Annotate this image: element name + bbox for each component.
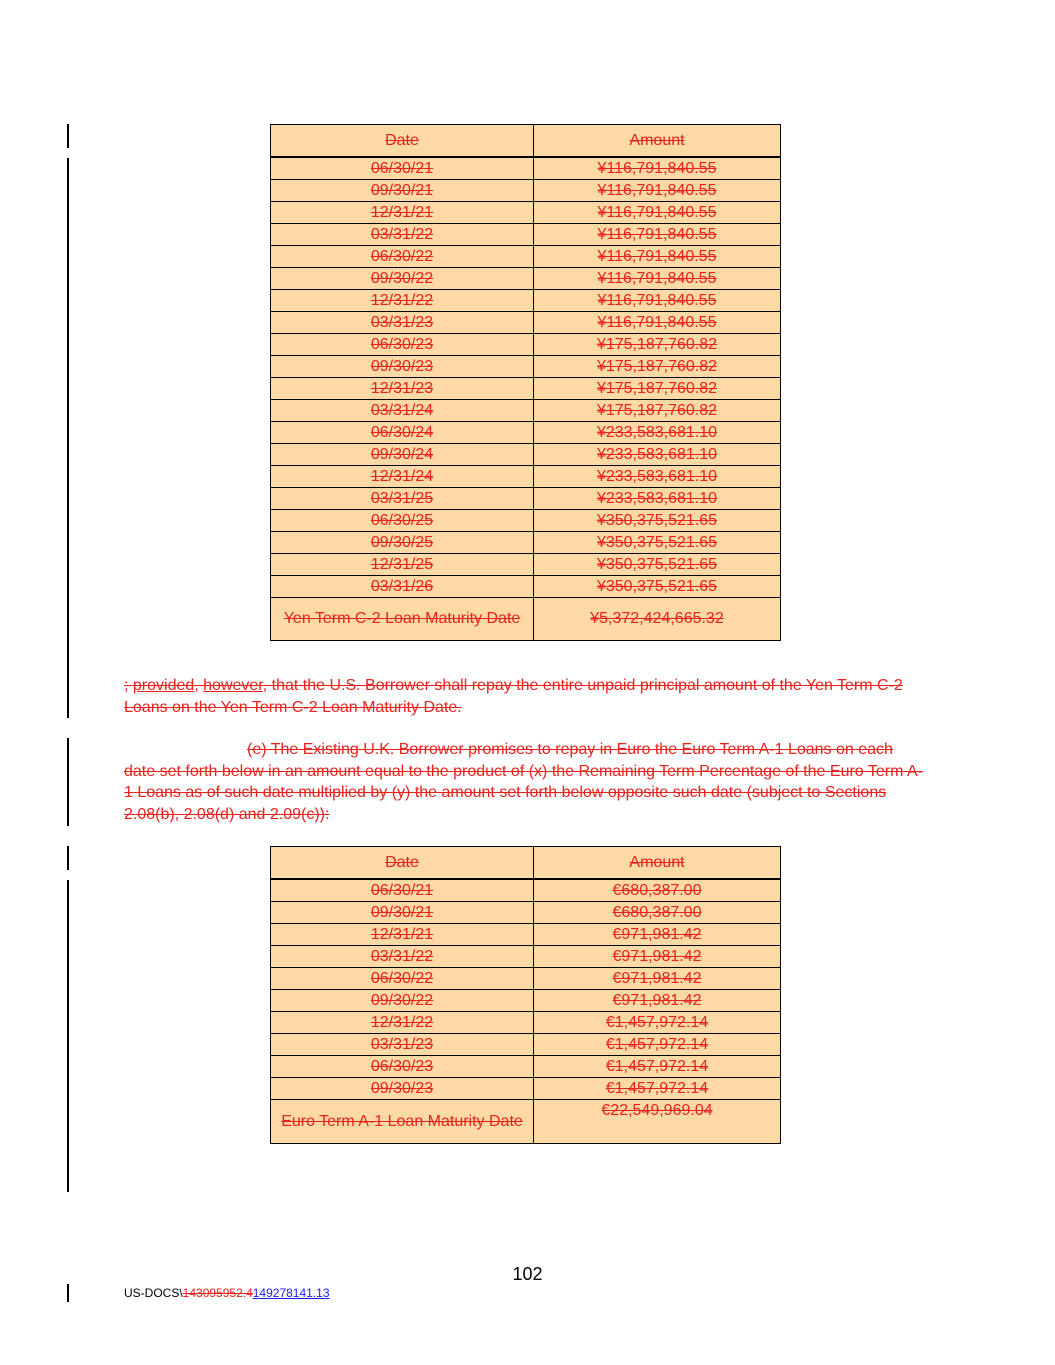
table-row: [271, 879, 781, 902]
amount-cell: ¥233,583,681.10: [534, 466, 781, 488]
change-bar: [67, 124, 69, 148]
amount-cell: ¥350,375,521.65: [534, 554, 781, 576]
date-cell: 12/31/21: [271, 924, 534, 946]
date-cell: 09/30/24: [271, 444, 534, 466]
amount-cell: ¥116,791,840.55: [534, 312, 781, 334]
table-row: [271, 334, 781, 356]
date-cell: 03/31/23: [271, 1034, 534, 1056]
amount-cell: ¥175,187,760.82: [534, 378, 781, 400]
amount-cell: €1,457,972.14: [534, 1034, 781, 1056]
table-row: [271, 422, 781, 444]
amount-cell: €971,981.42: [534, 990, 781, 1012]
date-cell: 06/30/21: [271, 879, 534, 902]
table-row: [271, 202, 781, 224]
maturity-amount-cell: ¥5,372,424,665.32: [534, 598, 781, 641]
maturity-row: [271, 598, 781, 641]
date-cell: 03/31/22: [271, 946, 534, 968]
date-cell: 03/31/24: [271, 400, 534, 422]
amount-cell: €1,457,972.14: [534, 1056, 781, 1078]
amount-cell: ¥350,375,521.65: [534, 510, 781, 532]
amount-cell: €971,981.42: [534, 924, 781, 946]
date-cell: 03/31/23: [271, 312, 534, 334]
amount-cell: €680,387.00: [534, 902, 781, 924]
amount-cell: ¥175,187,760.82: [534, 356, 781, 378]
amount-cell: ¥233,583,681.10: [534, 422, 781, 444]
date-cell: 12/31/24: [271, 466, 534, 488]
date-cell: 06/30/23: [271, 334, 534, 356]
document-id: US-DOCS\143095952.4149278141.13: [124, 1286, 330, 1300]
date-cell: 09/30/22: [271, 268, 534, 290]
date-cell: 09/30/21: [271, 180, 534, 202]
column-header-date: Date: [271, 125, 534, 158]
column-header-date: Date: [271, 847, 534, 880]
amount-cell: €971,981.42: [534, 946, 781, 968]
page-number: 102: [512, 1264, 543, 1284]
amount-cell: €1,457,972.14: [534, 1012, 781, 1034]
yen-repayment-table: [270, 124, 781, 641]
proviso-paragraph: ; provided, however, that the U.S. Borrower shall repay the entire unpaid principal amount of the Yen Term C-2 Loans on the Yen Term C-2 Loan Maturity Date.: [124, 677, 903, 716]
amount-cell: ¥233,583,681.10: [534, 444, 781, 466]
maturity-date-cell: Euro Term A-1 Loan Maturity Date: [271, 1100, 534, 1144]
amount-cell: ¥116,791,840.55: [534, 246, 781, 268]
amount-cell: ¥350,375,521.65: [534, 576, 781, 598]
amount-cell: €680,387.00: [534, 879, 781, 902]
table-row: [271, 576, 781, 598]
table-row: [271, 968, 781, 990]
date-cell: 03/31/22: [271, 224, 534, 246]
table-row: [271, 532, 781, 554]
table-row: [271, 1012, 781, 1034]
inserted-doc-number: 149278141.13: [252, 1286, 330, 1300]
table-row: [271, 1056, 781, 1078]
amount-cell: €971,981.42: [534, 968, 781, 990]
table-row: [271, 157, 781, 180]
date-cell: 06/30/21: [271, 157, 534, 180]
table-row: [271, 554, 781, 576]
table-row: [271, 990, 781, 1012]
table-row: [271, 268, 781, 290]
euro-repayment-table: [270, 846, 781, 1144]
amount-cell: ¥175,187,760.82: [534, 334, 781, 356]
column-header-amount: Amount: [534, 125, 781, 158]
date-cell: 03/31/26: [271, 576, 534, 598]
change-bar: [67, 158, 69, 718]
table-row: [271, 290, 781, 312]
table-row: [271, 246, 781, 268]
change-bar: [67, 738, 69, 826]
date-cell: 09/30/23: [271, 1078, 534, 1100]
date-cell: 09/30/22: [271, 990, 534, 1012]
column-header-amount: Amount: [534, 847, 781, 880]
date-cell: 12/31/21: [271, 202, 534, 224]
maturity-date-cell: Yen Term C-2 Loan Maturity Date: [271, 598, 534, 641]
amount-cell: ¥116,791,840.55: [534, 180, 781, 202]
date-cell: 06/30/23: [271, 1056, 534, 1078]
date-cell: 12/31/25: [271, 554, 534, 576]
amount-cell: ¥116,791,840.55: [534, 290, 781, 312]
table-row: [271, 1034, 781, 1056]
table-row: [271, 312, 781, 334]
however-word: however: [203, 677, 263, 694]
date-cell: 09/30/25: [271, 532, 534, 554]
amount-cell: ¥116,791,840.55: [534, 224, 781, 246]
date-cell: 12/31/23: [271, 378, 534, 400]
table-row: [271, 510, 781, 532]
table-row: [271, 946, 781, 968]
section-e-paragraph: (e) The Existing U.K. Borrower promises to repay in Euro the Euro Term A-1 Loans on each date set forth below in an amount equal to the product of (x) the Remaining Term Percentage of the Euro Term A-1 Loans as of such date multiplied by (y) the amount set forth below opposite such date (subject to Sections 2.08(b), 2.08(d) and 2.09(c)):: [124, 741, 923, 823]
amount-cell: ¥175,187,760.82: [534, 400, 781, 422]
table-row: [271, 378, 781, 400]
table-row: [271, 444, 781, 466]
change-bar: [67, 880, 69, 1192]
table-row: [271, 488, 781, 510]
maturity-amount-cell: €22,549,969.04: [534, 1100, 781, 1144]
date-cell: 06/30/25: [271, 510, 534, 532]
table-row: [271, 466, 781, 488]
date-cell: 09/30/21: [271, 902, 534, 924]
amount-cell: ¥350,375,521.65: [534, 532, 781, 554]
table-row: [271, 902, 781, 924]
table-row: [271, 356, 781, 378]
table-row: [271, 1078, 781, 1100]
date-cell: 09/30/23: [271, 356, 534, 378]
amount-cell: ¥116,791,840.55: [534, 268, 781, 290]
date-cell: 12/31/22: [271, 290, 534, 312]
amount-cell: ¥116,791,840.55: [534, 157, 781, 180]
maturity-row: [271, 1100, 781, 1144]
table-row: [271, 180, 781, 202]
table-row: [271, 400, 781, 422]
deleted-doc-number: 143095952.4: [182, 1286, 253, 1300]
amount-cell: ¥233,583,681.10: [534, 488, 781, 510]
amount-cell: ¥116,791,840.55: [534, 202, 781, 224]
date-cell: 06/30/22: [271, 968, 534, 990]
change-bar: [67, 1284, 69, 1302]
table-row: [271, 224, 781, 246]
provided-word: provided: [132, 677, 195, 694]
change-bar: [67, 846, 69, 870]
amount-cell: €1,457,972.14: [534, 1078, 781, 1100]
date-cell: 03/31/25: [271, 488, 534, 510]
date-cell: 06/30/24: [271, 422, 534, 444]
date-cell: 06/30/22: [271, 246, 534, 268]
table-row: [271, 924, 781, 946]
date-cell: 12/31/22: [271, 1012, 534, 1034]
